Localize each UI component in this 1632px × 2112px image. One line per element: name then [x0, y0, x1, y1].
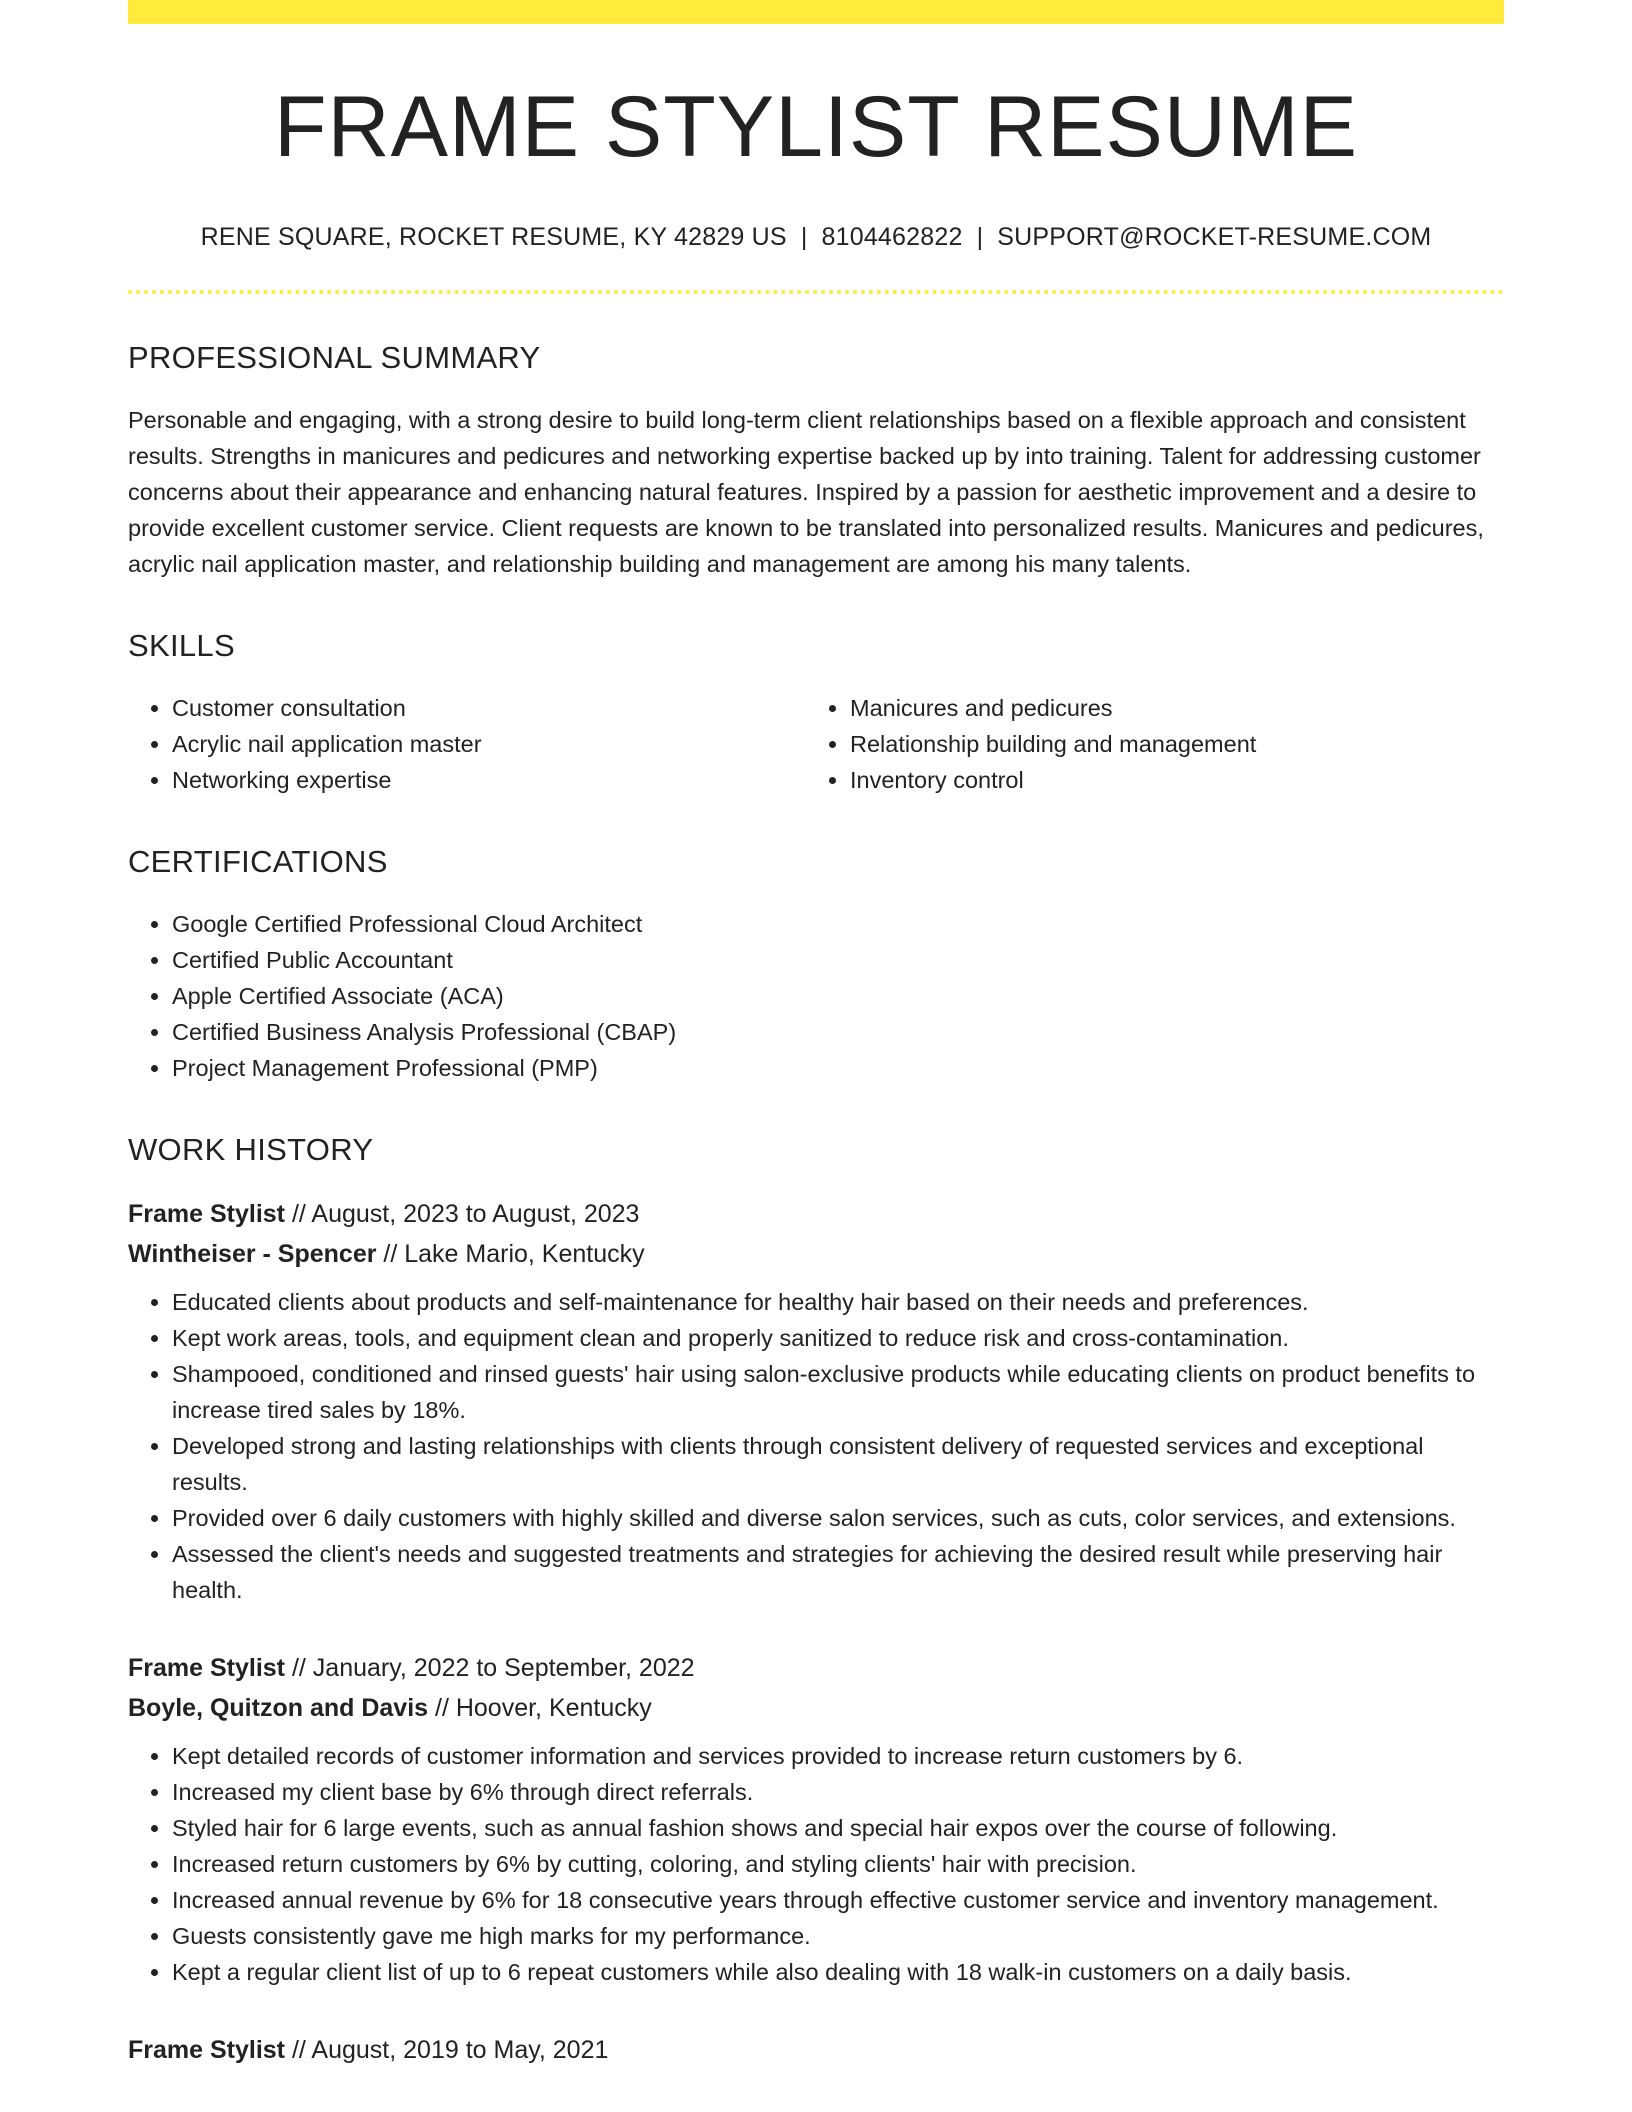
certifications-list [128, 906, 1504, 1086]
contact-separator: | [976, 222, 984, 251]
job-bullet: • Educated clients about products and self-maintenance for healthy hair based on their needs and preferences. [172, 1284, 1504, 1320]
certification-item: • Apple Certified Associate (ACA) [172, 978, 1504, 1014]
skill-item: • Manicures and pedicures [850, 690, 1484, 726]
job-company: Wintheiser - Spencer [128, 1239, 377, 1268]
certification-item: • Certified Business Analysis Professional (CBAP) [172, 1014, 1504, 1050]
skills-heading: SKILLS [128, 627, 235, 663]
job-location: // Lake Mario, Kentucky [376, 1239, 645, 1268]
job-bullet: • Shampooed, conditioned and rinsed guests' hair using salon-exclusive products while educating clients on product benefits to increase tired sales by 18%. [172, 1356, 1504, 1428]
certification-item: • Project Management Professional (PMP) [172, 1050, 1504, 1086]
job-bullet: • Provided over 6 daily customers with highly skilled and diverse salon services, such as cuts, color services, and extensions. [172, 1500, 1504, 1536]
summary-heading: PROFESSIONAL SUMMARY [128, 339, 541, 375]
certification-item: • Certified Public Accountant [172, 942, 1504, 978]
job-title: Frame Stylist [128, 1199, 286, 1228]
job-title: Frame Stylist [128, 2035, 286, 2064]
skill-item: • Relationship building and management [850, 726, 1484, 762]
job-bullet: • Assessed the client's needs and suggested treatments and strategies for achieving the desired result while preserving hair health. [172, 1536, 1504, 1608]
job-title: Frame Stylist [128, 1653, 286, 1682]
job-dates: // August, 2023 to August, 2023 [285, 1199, 640, 1228]
skills-section [128, 628, 1504, 798]
dotted-divider [128, 290, 1504, 294]
contact-email[interactable]: SUPPORT@ROCKET-RESUME.COM [997, 222, 1432, 251]
contact-separator: | [800, 222, 808, 251]
accent-top-bar [128, 0, 1504, 24]
contact-phone[interactable]: 8104462822 [821, 222, 963, 251]
job-title-line [128, 1194, 1504, 1234]
job-bullet: • Developed strong and lasting relationships with clients through consistent delivery of requested services and exceptional results. [172, 1428, 1504, 1500]
certification-item: • Google Certified Professional Cloud Architect [172, 906, 1504, 942]
summary-text: Personable and engaging, with a strong desire to build long-term client relationships based on a flexible approach and consistent results. Strengths in manicures and pedicures and networking expertise backed up by into training. Talent for addressing customer concerns about their appearance and enhancing natural features. Inspired by a passion for aesthetic improvement and a desire to provide excellent customer service. Client requests are known to be translated into personalized results. Manicures and pedicures, acrylic nail application master, and relationship building and management are among his many talents. [128, 406, 1484, 577]
job-company-line [128, 1234, 1504, 1274]
contact-address: RENE SQUARE, ROCKET RESUME, KY 42829 US [200, 222, 787, 251]
job-bullet: • Styled hair for 6 large events, such as annual fashion shows and special hair expos over the course of following. [172, 1810, 1504, 1846]
job-entry [128, 1194, 1504, 1608]
job-bullet: • Kept a regular client list of up to 6 repeat customers while also dealing with 18 walk-in customers on a daily basis. [172, 1954, 1504, 1990]
job-bullets [128, 1738, 1504, 1990]
job-dates: // January, 2022 to September, 2022 [285, 1653, 695, 1682]
skill-item: • Inventory control [850, 762, 1484, 798]
certifications-heading: CERTIFICATIONS [128, 843, 388, 879]
job-dates: // August, 2019 to May, 2021 [285, 2035, 609, 2064]
summary-section [128, 340, 1504, 582]
resume-title: FRAME STYLIST RESUME [273, 79, 1359, 175]
skills-grid [128, 690, 1504, 798]
work-history-section [128, 1132, 1504, 2070]
job-bullet: • Guests consistently gave me high marks for my performance. [172, 1918, 1504, 1954]
job-bullets [128, 1284, 1504, 1608]
job-company-line [128, 1688, 1504, 1728]
certifications-section [128, 844, 1504, 1086]
job-entry [128, 1648, 1504, 1990]
job-entry [128, 2030, 1504, 2070]
job-bullet: • Increased annual revenue by 6% for 18 consecutive years through effective customer service and inventory management. [172, 1882, 1504, 1918]
job-title-line [128, 2030, 1504, 2070]
resume-page [128, 0, 1504, 2070]
skills-list-left [128, 690, 806, 798]
skill-item: • Networking expertise [172, 762, 806, 798]
skill-item: • Customer consultation [172, 690, 806, 726]
job-location: // Hoover, Kentucky [428, 1693, 652, 1722]
job-title-line [128, 1648, 1504, 1688]
skills-list-right [806, 690, 1484, 798]
job-bullet: • Kept work areas, tools, and equipment clean and properly sanitized to reduce risk and cross-contamination. [172, 1320, 1504, 1356]
contact-line [128, 223, 1504, 252]
skill-item: • Acrylic nail application master [172, 726, 806, 762]
work-history-heading: WORK HISTORY [128, 1131, 374, 1167]
job-bullet: • Increased my client base by 6% through direct referrals. [172, 1774, 1504, 1810]
job-bullet: • Increased return customers by 6% by cutting, coloring, and styling clients' hair with precision. [172, 1846, 1504, 1882]
job-bullet: • Kept detailed records of customer information and services provided to increase return customers by 6. [172, 1738, 1504, 1774]
job-company: Boyle, Quitzon and Davis [128, 1693, 429, 1722]
